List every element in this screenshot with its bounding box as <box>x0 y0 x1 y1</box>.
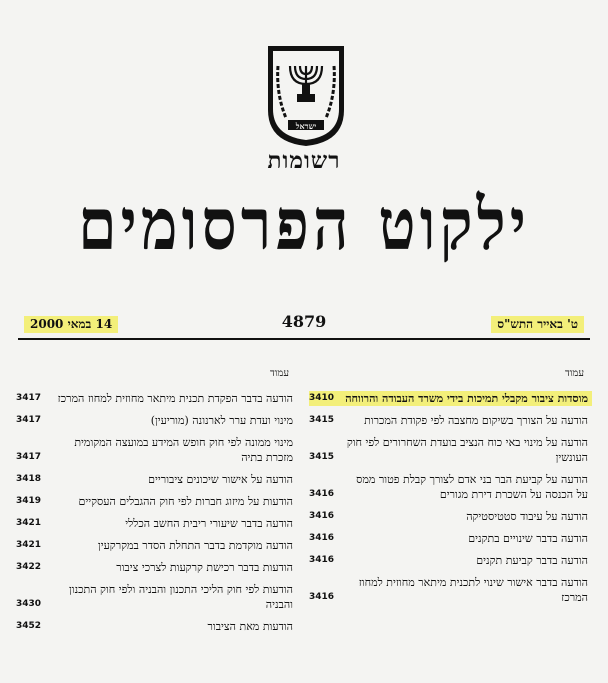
toc-entry-page: 3415 <box>309 415 335 425</box>
issue-date-bar <box>18 308 590 340</box>
toc-entry-page: 3421 <box>16 518 42 528</box>
toc-entry <box>16 472 297 487</box>
toc-entry <box>309 531 592 546</box>
toc-entry-page: 3416 <box>309 511 335 521</box>
toc-entry-title: מוסדות ציבור מקבלי תמיכות בידי משרד העבודה והרווחה <box>345 391 592 406</box>
toc-entry <box>309 435 592 465</box>
toc-entry-title: הודעה על אישור שיכונים ציבוריים <box>148 473 293 486</box>
toc-entry-title: הודעה בדבר שינויים בתקנים <box>468 532 588 545</box>
toc-left-column <box>16 368 297 641</box>
toc-entry <box>16 413 297 428</box>
toc-entry <box>309 413 592 428</box>
toc-entry-title: הודעות על מיזוג חברות לפי חוק ההגבלים העסקיים <box>78 495 293 508</box>
toc-entry-page: 3417 <box>16 393 42 403</box>
toc-entry-page: 3410 <box>309 391 345 406</box>
toc-entry <box>16 538 297 553</box>
toc-entry <box>16 619 297 634</box>
toc-entry-page: 3416 <box>309 533 335 543</box>
issue-number: 4879 <box>281 312 327 331</box>
toc-entry-page: 3421 <box>16 540 42 550</box>
toc-right-column <box>309 368 592 612</box>
page-column-header: עמוד <box>565 368 584 379</box>
toc-entry-title: הודעות מאת הציבור <box>207 620 293 633</box>
hebrew-date: ט' באייר התש"ס <box>491 316 584 333</box>
emblem-text: ישראל <box>295 121 317 131</box>
toc-entry-page: 3430 <box>16 599 42 609</box>
page-column-header: עמוד <box>270 368 289 379</box>
toc-entry-title: מינוי ממונה לפי חוק חופש המידע במועצה המקומית מזכרת בתיה <box>74 436 293 464</box>
toc-entry <box>309 553 592 568</box>
toc-entry <box>16 582 297 612</box>
toc-entry <box>16 391 297 406</box>
toc-entry <box>16 494 297 509</box>
toc-entry <box>16 560 297 575</box>
toc-entry-title: הודעה בדבר הפקדת תכנית מיתאר מחוזית למחוז המרכז <box>57 392 293 405</box>
publication-title: ילקוט הפרסומים <box>77 182 530 267</box>
toc-entry-page: 3416 <box>309 489 335 499</box>
toc-entry-page: 3416 <box>309 555 335 565</box>
toc-entry <box>309 472 592 502</box>
toc-entry-page: 3417 <box>16 415 42 425</box>
toc-entry-page: 3417 <box>16 452 42 462</box>
toc-entry-title: הודעה בדבר שיעורי ריבית החשב הכללי <box>125 517 293 530</box>
toc-entry-title: הודעה על מינוי באי כוח הנציב בועדת השחרורים לפי חוק העונשין <box>346 436 588 464</box>
toc-entry-page: 3416 <box>309 592 335 602</box>
toc-entry-page: 3415 <box>309 452 335 462</box>
state-emblem-icon <box>264 44 348 148</box>
toc-entry-page: 3452 <box>16 621 42 631</box>
toc-entry-title: הודעות בדבר רכישת קרקעות לצרכי ציבור <box>116 561 293 574</box>
publisher-name: רשומות <box>267 147 341 174</box>
toc-entry <box>309 575 592 605</box>
toc-entry-title: הודעה בדבר אישור שינוי לתכנית מיתאר מחוזית למחוז המרכז <box>358 576 588 604</box>
toc-entry <box>309 509 592 524</box>
toc-entry-page: 3418 <box>16 474 42 484</box>
toc-entry-title: הודעה בדבר קביעת תקנים <box>476 554 588 567</box>
toc-entry-page: 3419 <box>16 496 42 506</box>
toc-entry-title: הודעה מוקדמת בדבר התחלת הסדר במקרקעין <box>97 539 293 552</box>
toc-entry <box>16 516 297 531</box>
toc-entry-title: הודעה על קביעת הבר בני אדם לצורך קבלת פטור ממס על הכנסה על השכרת דירת מגורים <box>356 473 588 501</box>
toc-entry <box>16 435 297 465</box>
toc-entry-title: הודעה על הצורך בשיקום מחצבה לפי פקודת המכרות <box>364 414 588 427</box>
gregorian-date: 14 במאי 2000 <box>24 316 118 333</box>
toc-entry-title: הודעה על עיבוד סטטיסטיקה <box>466 510 588 523</box>
toc-entry-page: 3422 <box>16 562 42 572</box>
toc-entry-title: מינוי ועדת ערר לארנונה (מוריעין) <box>150 414 293 427</box>
toc-entry-title: הודעות לפי חוק הליכי התכנון והבניה ולפי חוק התכנון והבניה <box>68 583 293 611</box>
toc-entry <box>309 391 592 406</box>
